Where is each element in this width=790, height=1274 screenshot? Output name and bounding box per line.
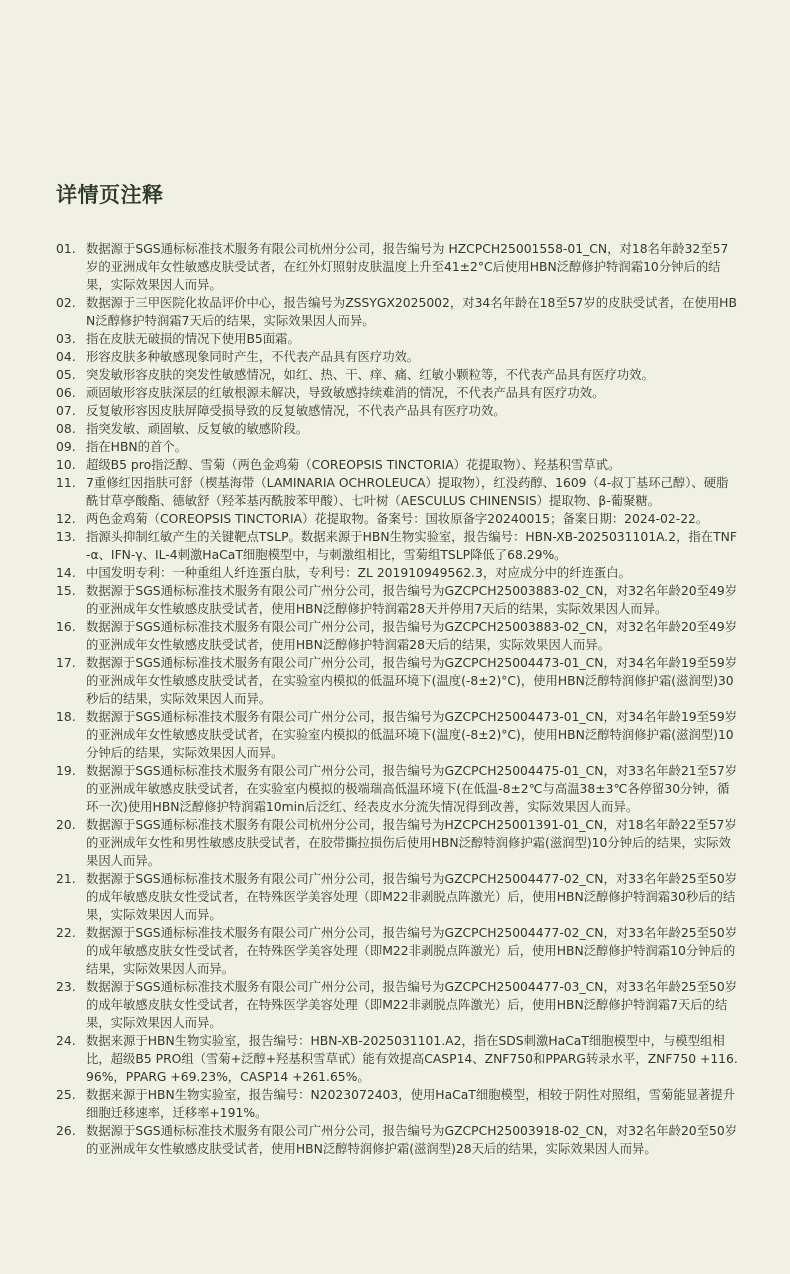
note-number: 24. [56,1034,76,1048]
note-item-10 [56,456,738,474]
note-text: 数据源于SGS通标标准技术服务有限公司杭州分公司，报告编号为HZCPCH25001391-01_CN，对18名年龄22至57岁的亚洲成年女性和男性敏感皮肤受试者，在胶带撕拉损伤后使用HBN泛醇特润修护霜(滋润型)10分钟后的结果，实际效果因人而异。 [86,818,737,868]
note-number: 18. [56,710,76,724]
note-number: 05. [56,368,76,382]
note-text: 数据源于SGS通标标准技术服务有限公司广州分公司，报告编号为GZCPCH25004473-01_CN，对34名年龄19至59岁的亚洲成年女性敏感皮肤受试者，在实验室内模拟的低温环境下(温度(-8±2)°C)，使用HBN泛醇特润修护霜(滋润型)30秒后的结果，实际效果因人而异。 [86,656,738,706]
note-text: 指突发敏、顽固敏、反复敏的敏感阶段。 [86,422,309,436]
note-text: 7重修红因指肤可舒（楔基海带（LAMINARIA OCHROLEUCA）提取物），红没药醇、1609（4-叔丁基环己醇）、硬脂酰甘草亭酸酯、德敏舒（羟苯基丙酰胺苯甲酸）、七叶树（AESCULUS CHINENSIS）提取物、β-葡聚糖。 [86,476,729,508]
note-item-04 [56,348,738,366]
note-item-11 [56,474,738,510]
note-text: 超级B5 pro指泛醇、雪菊（两色金鸡菊（COREOPSIS TINCTORIA）花提取物）、羟基积雪草甙。 [86,458,621,472]
note-text: 数据来源于HBN生物实验室，报告编号：N2023072403，使用HaCaT细胞模型，相较于阴性对照组，雪菊能显著提升细胞迁移速率，迁移率+191%。 [86,1088,736,1120]
note-item-05 [56,366,738,384]
note-number: 21. [56,872,76,886]
note-text: 数据源于三甲医院化妆品评价中心，报告编号为ZSSYGX2025002，对34名年龄在18至57岁的皮肤受试者，在使用HBN泛醇修护特润霜7天后的结果，实际效果因人而异。 [86,296,737,328]
note-number: 23. [56,980,76,994]
note-item-21 [56,870,738,924]
note-number: 22. [56,926,76,940]
note-item-25 [56,1086,738,1122]
note-item-16 [56,618,738,654]
note-number: 26. [56,1124,76,1138]
page-title: 详情页注释 [56,183,164,207]
note-text: 数据源于SGS通标标准技术服务有限公司广州分公司，报告编号为GZCPCH25003883-02_CN，对32名年龄20至49岁的亚洲成年女性敏感皮肤受试者，使用HBN泛醇修护特润霜28天后的结果，实际效果因人而异。 [86,620,738,652]
note-item-08 [56,420,738,438]
note-number: 17. [56,656,76,670]
note-number: 03. [56,332,76,346]
note-text: 指在HBN的首个。 [86,440,188,454]
note-number: 09. [56,440,76,454]
note-item-20 [56,816,738,870]
note-item-26 [56,1122,738,1158]
note-item-02 [56,294,738,330]
note-item-23 [56,978,738,1032]
note-number: 15. [56,584,76,598]
note-text: 反复敏形容因皮肤屏障受损导致的反复敏感情况，不代表产品具有医疗功效。 [86,404,506,418]
note-item-24 [56,1032,738,1086]
note-number: 25. [56,1088,76,1102]
note-text: 数据源于SGS通标标准技术服务有限公司广州分公司，报告编号为GZCPCH25003918-02_CN，对32名年龄20至50岁的亚洲成年女性敏感皮肤受试者，使用HBN泛醇特润修护霜(滋润型)28天后的结果，实际效果因人而异。 [86,1124,738,1156]
notes-list [56,240,738,1158]
note-number: 10. [56,458,76,472]
note-item-12 [56,510,738,528]
note-number: 14. [56,566,76,580]
note-number: 01. [56,242,76,256]
note-text: 指源头抑制红敏产生的关键靶点TSLP。数据来源于HBN生物实验室，报告编号：HBN-XB-2025031101A.2，指在TNF-α、IFN-γ、IL-4刺激HaCaT细胞模型中，与刺激组相比，雪菊组TSLP降低了68.29%。 [86,530,737,562]
note-number: 13. [56,530,76,544]
note-text: 顽固敏形容皮肤深层的红敏根源未解决，导致敏感持续难消的情况，不代表产品具有医疗功效。 [86,386,605,400]
note-text: 数据源于SGS通标标准技术服务有限公司杭州分公司，报告编号为 HZCPCH25001558-01_CN，对18名年龄32至57岁的亚洲成年女性敏感皮肤受试者，在红外灯照射皮肤温度上升至41±2°C后使用HBN泛醇修护特润霜10分钟后的结果，实际效果因人而异。 [86,242,729,292]
note-text: 形容皮肤多种敏感现象同时产生，不代表产品具有医疗功效。 [86,350,420,364]
note-number: 08. [56,422,76,436]
note-number: 11. [56,476,76,490]
note-item-15 [56,582,738,618]
note-number: 20. [56,818,76,832]
note-text: 数据源于SGS通标标准技术服务有限公司广州分公司，报告编号为GZCPCH25004475-01_CN，对33名年龄21至57岁的亚洲成年敏感皮肤受试者，在实验室内模拟的极端瑞高低温环境下(在低温-8±2℃与高温38±3℃各停留30分钟，循环一次)使用HBN泛醇修护特润霜10min后泛红、经表皮水分流失情况得到改善，实际效果因人而异。 [86,764,738,814]
note-text: 数据源于SGS通标标准技术服务有限公司广州分公司，报告编号为GZCPCH25004477-02_CN，对33名年龄25至50岁的成年敏感皮肤女性受试者，在特殊医学美容处理（即M22非剥脱点阵激光）后，使用HBN泛醇修护特润霜10分钟后的结果，实际效果因人而异。 [86,926,738,976]
note-number: 19. [56,764,76,778]
note-text: 两色金鸡菊（COREOPSIS TINCTORIA）花提取物。备案号：国妆原备字20240015；备案日期：2024-02-22。 [86,512,709,526]
note-number: 12. [56,512,76,526]
note-text: 数据源于SGS通标标准技术服务有限公司广州分公司，报告编号为GZCPCH25004477-02_CN，对33名年龄25至50岁的成年敏感皮肤女性受试者，在特殊医学美容处理（即M22非剥脱点阵激光）后，使用HBN泛醇修护特润霜30秒后的结果，实际效果因人而异。 [86,872,738,922]
note-number: 06. [56,386,76,400]
note-text: 指在皮肤无破损的情况下使用B5面霜。 [86,332,300,346]
note-text: 数据源于SGS通标标准技术服务有限公司广州分公司，报告编号为GZCPCH25003883-02_CN，对32名年龄20至49岁的亚洲成年女性敏感皮肤受试者，使用HBN泛醇修护特润霜28天并停用7天后的结果，实际效果因人而异。 [86,584,738,616]
note-number: 07. [56,404,76,418]
note-item-07 [56,402,738,420]
note-item-03 [56,330,738,348]
note-item-14 [56,564,738,582]
note-item-22 [56,924,738,978]
note-text: 突发敏形容皮肤的突发性敏感情况，如红、热、干、痒、痛、红敏小颗粒等，不代表产品具有医疗功效。 [86,368,654,382]
note-item-06 [56,384,738,402]
note-text: 数据来源于HBN生物实验室，报告编号：HBN-XB-2025031101.A2，指在SDS刺激HaCaT细胞模型中，与模型组相比，超级B5 PRO组（雪菊+泛醇+羟基积雪草甙）能有效提高CASP14、ZNF750和PPARG转录水平，ZNF750 +116.96%，PPARG +69.23%，CASP14 +261.65%。 [86,1034,738,1084]
note-text: 数据源于SGS通标标准技术服务有限公司广州分公司，报告编号为GZCPCH25004473-01_CN，对34名年龄19至59岁的亚洲成年女性敏感皮肤受试者，在实验室内模拟的低温环境下(温度(-8±2)°C)，使用HBN泛醇特润修护霜(滋润型)10分钟后的结果，实际效果因人而异。 [86,710,738,760]
note-item-19 [56,762,738,816]
note-item-01 [56,240,738,294]
note-text: 中国发明专利：一种重组人纤连蛋白肽，专利号：ZL 201910949562.3，对应成分中的纤连蛋白。 [86,566,631,580]
note-number: 16. [56,620,76,634]
note-number: 02. [56,296,76,310]
note-text: 数据源于SGS通标标准技术服务有限公司广州分公司，报告编号为GZCPCH25004477-03_CN，对33名年龄25至50岁的成年敏感皮肤女性受试者，在特殊医学美容处理（即M22非剥脱点阵激光）后，使用HBN泛醇修护特润霜7天后的结果，实际效果因人而异。 [86,980,738,1030]
note-item-18 [56,708,738,762]
note-item-13 [56,528,738,564]
note-number: 04. [56,350,76,364]
note-item-09 [56,438,738,456]
note-item-17 [56,654,738,708]
